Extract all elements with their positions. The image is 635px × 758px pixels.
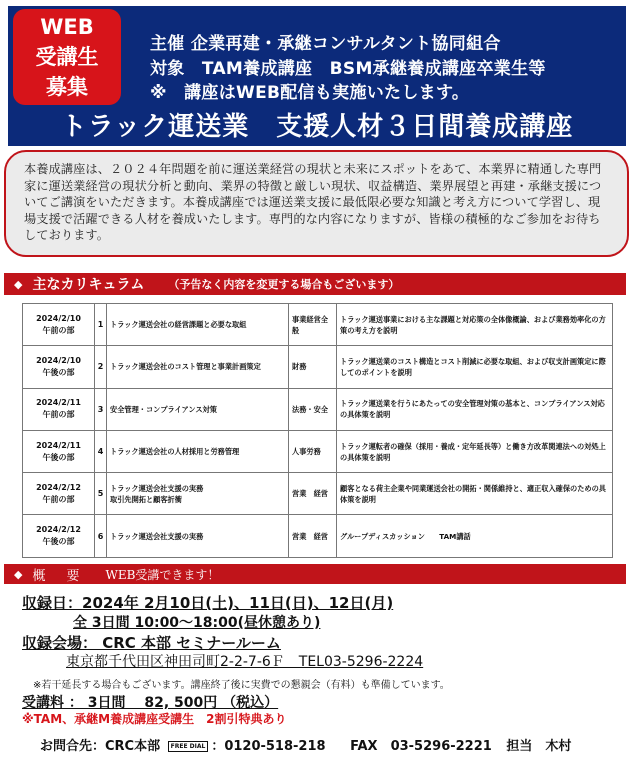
row-date-cell	[23, 473, 95, 515]
contact-fax: FAX 03-5296-2221	[350, 739, 492, 754]
row-session: 午前の部	[42, 325, 75, 335]
row-date-cell	[23, 388, 95, 430]
row-date: 2024/2/11	[36, 440, 81, 450]
diamond-icon: ◆	[14, 277, 23, 291]
row-session: 午後の部	[42, 452, 75, 462]
row-number: 3	[95, 388, 107, 430]
row-date: 2024/2/10	[36, 313, 81, 323]
row-topic: トラック運送会社のコスト管理と事業計画策定	[107, 346, 289, 388]
row-date: 2024/2/12	[36, 482, 81, 492]
web-delivery-note: ※ 講座はWEB配信も実施いたします。	[150, 83, 470, 103]
row-number: 2	[95, 346, 107, 388]
badge-line-1: WEB	[40, 15, 94, 39]
recording-venue: 収録会場： CRC 本部 セミナールーム	[22, 634, 281, 652]
row-category: 営業 経営	[289, 473, 337, 515]
intro-text: 本養成講座は、２０２４年問題を前に運送業経営の現状と未来にスポットをあて、本業界に精通した専門家に運送業経営の現状分析と動向、業界の特徴と厳しい現状、収益構造、業界展望と再建・承継支援についてご講演をいただきます。本養成講座では運送業支援に最低限必要な知識と考え方について学習し、現場支援で活躍できる人材を養成いたします。専門的な内容になりますが、皆様の積極的なご参加をお待ちしております。	[24, 162, 602, 243]
overview-section-bar	[4, 564, 626, 584]
curriculum-table	[22, 303, 613, 558]
badge-line-3: 募集	[46, 75, 88, 99]
contact-label: お問合先：CRC本部	[40, 739, 161, 754]
extension-note: ※若干延長する場合もございます。講座終了後に実費での懇親会（有料）も準備しています。	[33, 680, 450, 691]
row-category: 人事労務	[289, 430, 337, 472]
table-row	[23, 515, 613, 557]
row-category: 営業 経営	[289, 515, 337, 557]
row-number: 4	[95, 430, 107, 472]
row-session: 午後の部	[42, 537, 75, 547]
recording-date-value: 2024年 2月10日(土)、11日(日)、12日(月)	[82, 594, 394, 612]
row-date: 2024/2/12	[36, 525, 81, 535]
web-attend-note: WEB受講できます！	[105, 567, 220, 582]
row-number: 1	[95, 304, 107, 346]
row-date-cell	[23, 430, 95, 472]
row-topic: トラック運送会社支援の実務 取引先開拓と顧客折衝	[107, 473, 289, 515]
row-category: 財務	[289, 346, 337, 388]
table-row	[23, 430, 613, 472]
contact-phone: ：0120-518-218	[211, 739, 326, 754]
overview-title: 概 要	[32, 568, 84, 584]
row-session: 午後の部	[42, 367, 75, 377]
row-session: 午前の部	[42, 494, 75, 504]
curriculum-note: （予告なく内容を変更する場合もございます）	[168, 278, 400, 291]
row-date: 2024/2/10	[36, 355, 81, 365]
badge-line-2: 受講生	[35, 45, 99, 69]
contact-line	[40, 735, 571, 754]
row-topic: 安全管理・コンプライアンス対策	[107, 388, 289, 430]
row-date-cell	[23, 346, 95, 388]
row-date: 2024/2/11	[36, 398, 81, 408]
row-category: 法務・安全	[289, 388, 337, 430]
web-recruit-badge	[13, 9, 121, 105]
diamond-icon: ◆	[14, 567, 23, 581]
row-description: トラック運送事業における主な課題と対応策の全体像概論、および業務効率化の方策の考え方を説明	[337, 304, 613, 346]
recording-days: 全 3日間 10:00～18:00(昼休憩あり)	[73, 615, 321, 631]
row-description: トラック運送業のコスト構造とコスト削減に必要な取組、および収支計画策定に際してのポイントを説明	[337, 346, 613, 388]
recording-date-label: 収録日：	[22, 594, 83, 612]
curriculum-section-bar	[4, 273, 626, 295]
row-topic: トラック運送会社の経営課題と必要な取組	[107, 304, 289, 346]
venue-address: 東京都千代田区神田司町2-2-7-6Ｆ TEL03-5296-2224	[66, 654, 424, 670]
row-number: 5	[95, 473, 107, 515]
row-topic: トラック運送会社支援の実務	[107, 515, 289, 557]
organizer-line: 主催 企業再建・承継コンサルタント協同組合	[150, 34, 501, 54]
row-description: 顧客となる荷主企業や同業運送会社の開拓・関係維持と、適正収入確保のための具体策を説明	[337, 473, 613, 515]
table-row	[23, 388, 613, 430]
row-date-cell	[23, 515, 95, 557]
course-title: トラック運送業 支援人材３日間養成講座	[60, 112, 574, 142]
row-session: 午前の部	[42, 410, 75, 420]
row-description: トラック運転者の確保（採用・養成・定年延長等）と働き方改革関連法への対処上の具体策を説明	[337, 430, 613, 472]
table-row	[23, 473, 613, 515]
discount-note: ※TAM、承継M養成講座受講生 2割引特典あり	[22, 712, 287, 726]
table-row	[23, 304, 613, 346]
recording-date	[22, 592, 393, 613]
table-row	[23, 346, 613, 388]
contact-person: 担当 木村	[506, 739, 572, 754]
row-description: トラック運送業を行うにあたっての安全管理対策の基本と、コンプライアンス対応の具体策を説明	[337, 388, 613, 430]
row-category: 事業経営全般	[289, 304, 337, 346]
curriculum-title: 主なカリキュラム	[32, 277, 145, 293]
free-dial-icon: FREE DIAL	[168, 741, 209, 752]
row-date-cell	[23, 304, 95, 346]
target-line: 対象 TAM養成講座 BSM承継養成講座卒業生等	[150, 59, 546, 79]
row-description: グループディスカッション TAM講話	[337, 515, 613, 557]
intro-box	[4, 150, 629, 257]
row-number: 6	[95, 515, 107, 557]
tuition-fee: 受講料 ： 3日間 82, 500円 （税込）	[22, 695, 279, 711]
row-topic: トラック運送会社の人材採用と労務管理	[107, 430, 289, 472]
